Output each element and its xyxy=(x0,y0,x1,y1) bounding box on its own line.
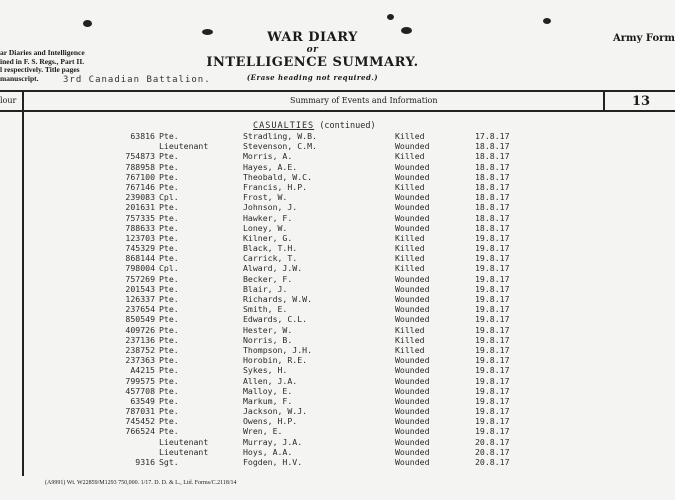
service-number: 850549 xyxy=(125,314,155,325)
casualty-date: 19.8.17 xyxy=(475,314,510,325)
casualty-status: Wounded xyxy=(395,314,430,325)
rank: Pte. xyxy=(159,416,179,427)
page-number: 13 xyxy=(632,94,651,109)
casualty-date: 20.8.17 xyxy=(475,457,510,467)
soldier-name: Markum, F. xyxy=(243,395,293,406)
rank: Pte. xyxy=(159,324,179,335)
casualty-date: 20.8.17 xyxy=(475,436,510,447)
service-number: 237136 xyxy=(125,334,155,345)
soldier-name: Frost, W. xyxy=(243,192,288,203)
casualty-status: Wounded xyxy=(395,416,430,427)
soldier-name: Owens, H.P. xyxy=(243,416,298,427)
casualty-status: Wounded xyxy=(395,171,430,182)
service-number: 757335 xyxy=(125,212,155,223)
soldier-name: Becker, F. xyxy=(243,273,293,284)
casualty-date: 18.8.17 xyxy=(475,202,510,213)
casualty-date: 19.8.17 xyxy=(475,395,510,406)
service-number: 766524 xyxy=(125,426,155,437)
soldier-name: Murray, J.A. xyxy=(243,436,303,447)
punch-hole-left xyxy=(83,20,92,27)
casualty-row xyxy=(0,437,675,447)
rank: Lieutenant xyxy=(159,436,209,447)
form-print-footer: (A9991) Wt. W22859/M1293 750,000. 1/17. D. D. & L., Ltd. Forms/C.2118/14 xyxy=(45,480,237,486)
casualty-status: Wounded xyxy=(395,212,430,223)
soldier-name: Kilner, G. xyxy=(243,232,293,243)
casualty-row xyxy=(0,192,675,202)
soldier-name: Allen, J.A. xyxy=(243,375,298,386)
casualty-status: Wounded xyxy=(395,283,430,294)
service-number: 237363 xyxy=(125,355,155,366)
casualty-row xyxy=(0,263,675,273)
casualty-status: Wounded xyxy=(395,406,430,417)
casualty-row xyxy=(0,162,675,172)
casualty-date: 19.8.17 xyxy=(475,426,510,437)
casualty-date: 19.8.17 xyxy=(475,406,510,417)
casualty-date: 19.8.17 xyxy=(475,294,510,304)
service-number: 409726 xyxy=(125,324,155,335)
rank: Pte. xyxy=(159,426,179,437)
casualty-date: 19.8.17 xyxy=(475,365,510,376)
rank: Pte. xyxy=(159,344,179,355)
casualty-date: 18.8.17 xyxy=(475,222,510,233)
casualty-date: 19.8.17 xyxy=(475,243,510,254)
casualty-status: Killed xyxy=(395,324,425,335)
rank: Pte. xyxy=(159,294,179,304)
casualties-title: CASUALTIES xyxy=(253,121,315,131)
casualty-date: 18.8.17 xyxy=(475,192,510,203)
casualty-date: 19.8.17 xyxy=(475,304,510,315)
soldier-name: Edwards, C.L. xyxy=(243,314,308,325)
casualty-row xyxy=(0,223,675,233)
table-top-rule xyxy=(0,90,675,92)
casualty-row xyxy=(0,213,675,223)
service-number: 9316 xyxy=(135,457,155,467)
casualties-heading xyxy=(253,121,376,131)
soldier-name: Thompson, J.H. xyxy=(243,344,313,355)
casualty-row xyxy=(0,335,675,345)
service-number: 788633 xyxy=(125,222,155,233)
page-number-divider xyxy=(603,90,605,110)
casualty-row xyxy=(0,457,675,467)
casualty-date: 18.8.17 xyxy=(475,171,510,182)
instruction-line: manuscript. xyxy=(0,73,39,83)
casualty-status: Wounded xyxy=(395,192,430,203)
service-number: 457708 xyxy=(125,385,155,396)
rank: Lieutenant xyxy=(159,446,209,457)
soldier-name: Stradling, W.B. xyxy=(243,131,317,141)
casualty-row xyxy=(0,447,675,457)
rank: Pte. xyxy=(159,273,179,284)
soldier-name: Sykes, H. xyxy=(243,365,288,376)
rank: Pte. xyxy=(159,253,179,264)
hour-column-header: lour xyxy=(0,96,17,105)
rank: Pte. xyxy=(159,283,179,294)
casualty-row xyxy=(0,182,675,192)
casualty-row xyxy=(0,202,675,212)
casualty-status: Wounded xyxy=(395,304,430,315)
rank: Lieutenant xyxy=(159,141,209,152)
casualty-status: Killed xyxy=(395,181,425,192)
casualty-date: 18.8.17 xyxy=(475,181,510,192)
rank: Pte. xyxy=(159,395,179,406)
service-number: 868144 xyxy=(125,253,155,264)
rank: Pte. xyxy=(159,243,179,254)
casualty-status: Wounded xyxy=(395,436,430,447)
casualty-status: Killed xyxy=(395,232,425,243)
soldier-name: Wren, E. xyxy=(243,426,283,437)
service-number: 799575 xyxy=(125,375,155,386)
soldier-name: Hayes, A.E. xyxy=(243,161,298,172)
casualty-row xyxy=(0,172,675,182)
casualty-date: 19.8.17 xyxy=(475,375,510,386)
casualty-status: Wounded xyxy=(395,446,430,457)
casualty-status: Wounded xyxy=(395,395,430,406)
soldier-name: Loney, W. xyxy=(243,222,288,233)
casualty-row xyxy=(0,416,675,426)
rank: Pte. xyxy=(159,365,179,376)
casualty-date: 19.8.17 xyxy=(475,232,510,243)
rank: Pte. xyxy=(159,171,179,182)
casualty-row xyxy=(0,314,675,324)
soldier-name: Horobin, R.E. xyxy=(243,355,308,366)
casualty-date: 19.8.17 xyxy=(475,385,510,396)
casualty-row xyxy=(0,131,675,141)
casualty-date: 19.8.17 xyxy=(475,263,510,274)
casualty-row xyxy=(0,274,675,284)
casualty-status: Wounded xyxy=(395,141,430,152)
rank: Pte. xyxy=(159,375,179,386)
soldier-name: Smith, E. xyxy=(243,304,288,315)
casualty-row xyxy=(0,151,675,161)
service-number: 757269 xyxy=(125,273,155,284)
punch-hole-right xyxy=(543,18,551,24)
instruction-line: l respectively. Title pages xyxy=(0,65,80,74)
service-number: 63816 xyxy=(130,131,155,141)
casualty-date: 18.8.17 xyxy=(475,212,510,223)
soldier-name: Malloy, E. xyxy=(243,385,293,396)
rank: Pte. xyxy=(159,151,179,162)
casualty-date: 19.8.17 xyxy=(475,416,510,427)
casualty-status: Killed xyxy=(395,151,425,162)
erase-heading-note: (Erase heading not required.) xyxy=(246,73,379,82)
casualty-status: Wounded xyxy=(395,426,430,437)
battalion-name: 3rd Canadian Battalion. xyxy=(63,75,211,85)
service-number: A4215 xyxy=(130,365,155,376)
service-number: 126337 xyxy=(125,294,155,304)
casualty-row xyxy=(0,365,675,375)
casualty-date: 18.8.17 xyxy=(475,151,510,162)
soldier-name: Black, T.H. xyxy=(243,243,298,254)
service-number: 754873 xyxy=(125,151,155,162)
casualty-row xyxy=(0,141,675,151)
soldier-name: Alward, J.W. xyxy=(243,263,303,274)
service-number: 123703 xyxy=(125,232,155,243)
casualty-status: Wounded xyxy=(395,161,430,172)
service-number: 239083 xyxy=(125,192,155,203)
casualty-status: Wounded xyxy=(395,355,430,366)
rank: Cpl. xyxy=(159,192,179,203)
service-number: 237654 xyxy=(125,304,155,315)
casualty-row xyxy=(0,233,675,243)
rank: Sgt. xyxy=(159,457,179,467)
instruction-line: ar Diaries and Intelligence xyxy=(0,48,85,57)
casualty-date: 19.8.17 xyxy=(475,334,510,345)
soldier-name: Hawker, F. xyxy=(243,212,293,223)
summary-column-header: Summary of Events and Information xyxy=(290,96,438,105)
casualty-date: 17.8.17 xyxy=(475,131,510,141)
rank: Pte. xyxy=(159,406,179,417)
service-number: 767146 xyxy=(125,181,155,192)
rank: Pte. xyxy=(159,212,179,223)
casualty-row xyxy=(0,406,675,416)
casualty-status: Killed xyxy=(395,334,425,345)
casualty-date: 19.8.17 xyxy=(475,344,510,355)
punch-hole-center xyxy=(387,14,394,20)
soldier-name: Hester, W. xyxy=(243,324,293,335)
casualty-date: 19.8.17 xyxy=(475,253,510,264)
casualty-row xyxy=(0,253,675,263)
rank: Pte. xyxy=(159,385,179,396)
title-intelligence-summary: INTELLIGENCE SUMMARY. xyxy=(206,55,419,70)
casualty-status: Wounded xyxy=(395,375,430,386)
casualty-status: Wounded xyxy=(395,222,430,233)
instruction-line: ined in F. S. Regs., Part II. xyxy=(0,56,85,66)
casualty-status: Killed xyxy=(395,243,425,254)
casualty-date: 18.8.17 xyxy=(475,161,510,172)
casualty-date: 19.8.17 xyxy=(475,355,510,366)
casualty-date: 19.8.17 xyxy=(475,324,510,335)
header-bottom-rule xyxy=(0,110,675,112)
soldier-name: Carrick, T. xyxy=(243,253,298,264)
casualty-status: Killed xyxy=(395,263,425,274)
soldier-name: Johnson, J. xyxy=(243,202,298,213)
rank: Pte. xyxy=(159,131,179,141)
rank: Pte. xyxy=(159,202,179,213)
casualty-row xyxy=(0,355,675,365)
soldier-name: Fogden, H.V. xyxy=(243,457,303,467)
casualty-row xyxy=(0,243,675,253)
service-number: 767100 xyxy=(125,171,155,182)
service-number: 63549 xyxy=(130,395,155,406)
service-number: 745329 xyxy=(125,243,155,254)
rank: Pte. xyxy=(159,314,179,325)
casualty-status: Killed xyxy=(395,253,425,264)
army-form-label: Army Form xyxy=(613,33,675,44)
rank: Pte. xyxy=(159,222,179,233)
rank: Pte. xyxy=(159,355,179,366)
soldier-name: Francis, H.P. xyxy=(243,181,308,192)
soldier-name: Jackson, W.J. xyxy=(243,406,308,417)
soldier-name: Blair, J. xyxy=(243,283,288,294)
casualty-status: Wounded xyxy=(395,273,430,284)
casualty-row xyxy=(0,376,675,386)
casualty-row xyxy=(0,426,675,436)
casualty-status: Wounded xyxy=(395,202,430,213)
soldier-name: Norris, B. xyxy=(243,334,293,345)
soldier-name: Theobald, W.C. xyxy=(243,171,313,182)
casualty-row xyxy=(0,294,675,304)
casualty-date: 20.8.17 xyxy=(475,446,510,457)
casualty-status: Wounded xyxy=(395,294,430,304)
casualties-continued: (continued) xyxy=(319,121,376,131)
soldier-name: Hoys, A.A. xyxy=(243,446,293,457)
casualty-row xyxy=(0,325,675,335)
casualty-status: Wounded xyxy=(395,457,430,467)
casualty-date: 18.8.17 xyxy=(475,141,510,152)
service-number: 787031 xyxy=(125,406,155,417)
service-number: 798004 xyxy=(125,263,155,274)
casualty-row xyxy=(0,345,675,355)
casualty-status: Killed xyxy=(395,344,425,355)
service-number: 201543 xyxy=(125,283,155,294)
casualty-row xyxy=(0,284,675,294)
casualty-status: Wounded xyxy=(395,365,430,376)
rank: Pte. xyxy=(159,161,179,172)
rank: Cpl. xyxy=(159,263,179,274)
title-war-diary: WAR DIARY xyxy=(267,30,358,45)
service-number: 788958 xyxy=(125,161,155,172)
casualty-status: Killed xyxy=(395,131,425,141)
service-number: 201631 xyxy=(125,202,155,213)
soldier-name: Morris, A. xyxy=(243,151,293,162)
service-number: 745452 xyxy=(125,416,155,427)
casualty-row xyxy=(0,386,675,396)
soldier-name: Stevenson, C.M. xyxy=(243,141,317,152)
rank: Pte. xyxy=(159,181,179,192)
casualty-date: 19.8.17 xyxy=(475,283,510,294)
service-number: 238752 xyxy=(125,344,155,355)
rank: Pte. xyxy=(159,334,179,345)
casualty-list xyxy=(0,131,675,467)
rank: Pte. xyxy=(159,232,179,243)
casualty-date: 19.8.17 xyxy=(475,273,510,284)
rank: Pte. xyxy=(159,304,179,315)
casualty-status: Wounded xyxy=(395,385,430,396)
casualty-row xyxy=(0,304,675,314)
soldier-name: Richards, W.W. xyxy=(243,294,313,304)
casualty-row xyxy=(0,396,675,406)
title-or: or xyxy=(306,45,319,55)
